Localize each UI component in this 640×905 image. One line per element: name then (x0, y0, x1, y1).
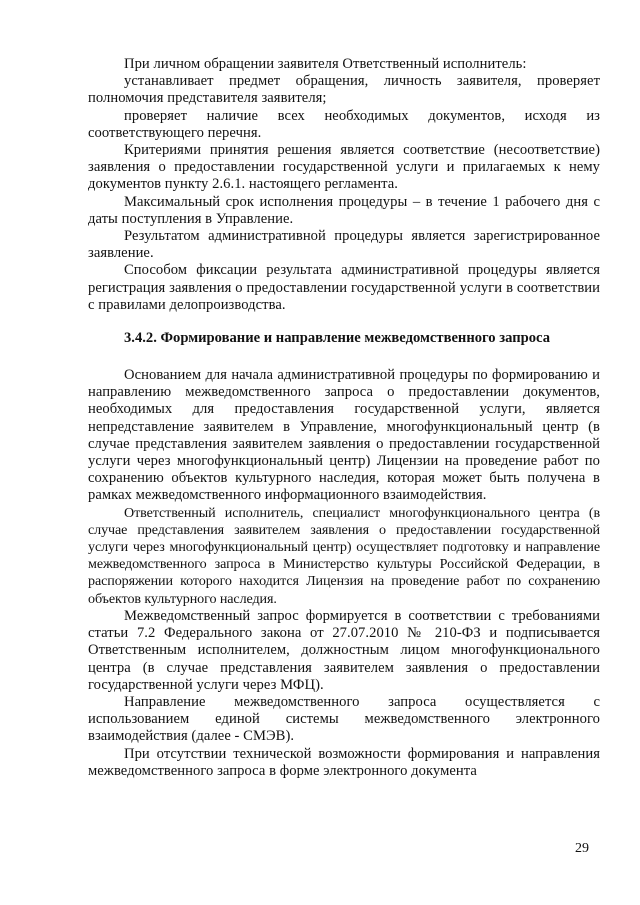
paragraph: Межведомственный запрос формируется в соответствии с требованиями статьи 7.2 Федерального закона от 27.07.2010 № 210-ФЗ и подписывается Ответственным исполнителем, должностным лицом многофункционального центра (в случае представления заявителем заявления о предоставлении государственной услуги через МФЦ). (88, 607, 600, 693)
section-heading: 3.4.2. Формирование и направление межведомственного запроса (124, 330, 550, 347)
paragraph: При отсутствии технической возможности формирования и направления межведомственного запроса в форме электронного документа (88, 745, 600, 779)
paragraph: Критериями принятия решения является соответствие (несоответствие) заявления о предоставлении государственной услуги и прилагаемых к нему документов пункту 2.6.1. настоящего регламента. (88, 142, 600, 193)
page-number: 29 (575, 841, 589, 856)
paragraph: Основанием для начала административной процедуры по формированию и направлению межведомственного запроса о предоставлении документов, необходимых для предоставления государственной услуги, является непредставление заявителем в Управление, многофункциональный центр (в случае представления заявителем заявления о предоставлении государственной услуги через многофункциональный центр) Лицензии на проведение работ по сохранению объектов культурного наследия, которая может быть получена в рамках межведомственного информационного взаимодействия. (88, 367, 600, 504)
paragraph: Результатом административной процедуры является зарегистрированное заявление. (88, 228, 600, 262)
paragraph: Способом фиксации результата административной процедуры является регистрация заявления о предоставлении государственной услуги в соответствии с правилами делопроизводства. (88, 262, 600, 313)
document-page (88, 56, 600, 780)
paragraph: устанавливает предмет обращения, личность заявителя, проверяет полномочия представителя заявителя; (88, 73, 600, 107)
paragraph: Максимальный срок исполнения процедуры – в течение 1 рабочего дня с даты поступления в Управление. (88, 193, 600, 227)
paragraph: При личном обращении заявителя Ответственный исполнитель: (124, 56, 527, 72)
paragraph: Ответственный исполнитель, специалист многофункционального центра (в случае представления заявителем заявления о предоставлении государственной услуги через многофункциональный центр) осуществляет подготовку и направление межведомственного запроса в Министерство культуры Российской Федерации, в распоряжении которого находится Лицензия на проведение работ по сохранению объектов культурного наследия. (88, 504, 600, 607)
paragraph: Направление межведомственного запроса осуществляется с использованием единой системы межведомственного электронного взаимодействия (далее - СМЭВ). (88, 693, 600, 745)
paragraph: проверяет наличие всех необходимых документов, исходя из соответствующего перечня. (88, 107, 600, 141)
